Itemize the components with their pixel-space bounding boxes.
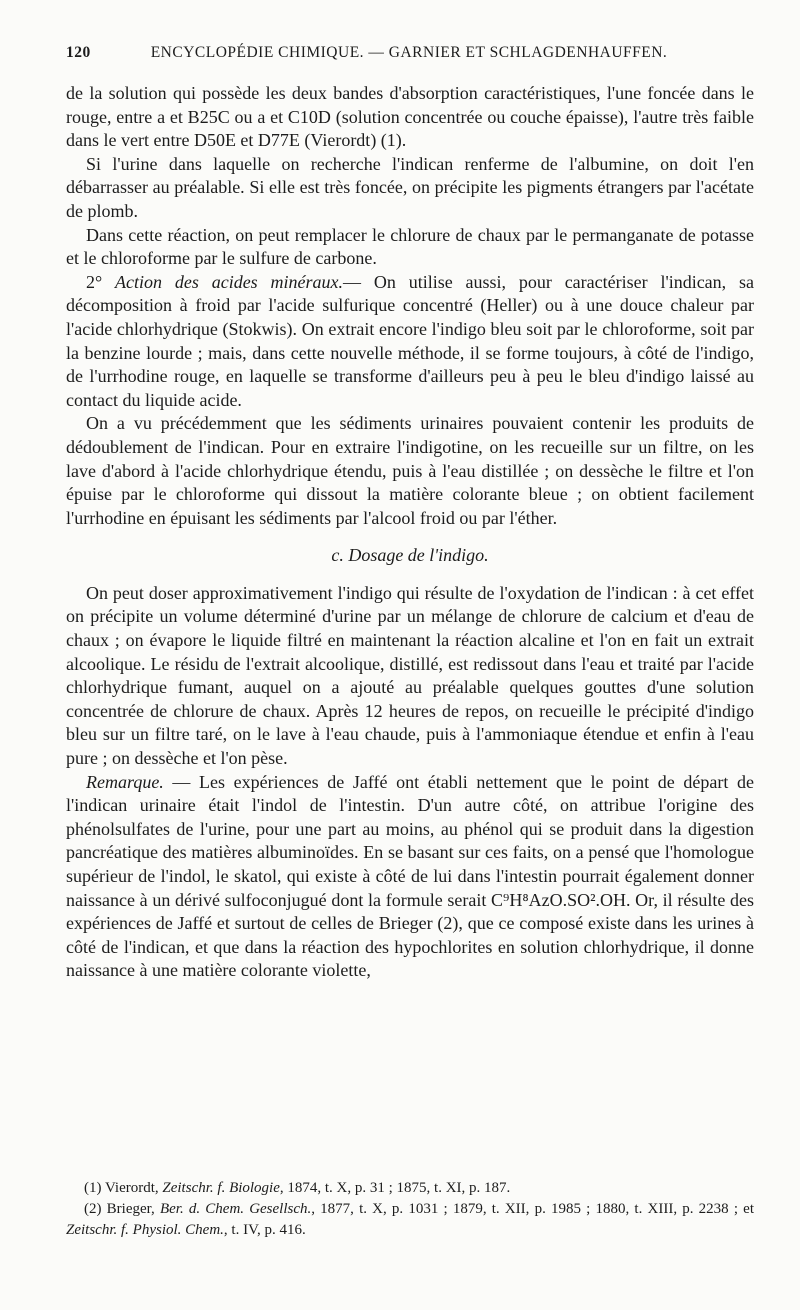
page-number: 120 bbox=[66, 44, 91, 61]
paragraph: Remarque. — Les expériences de Jaffé ont établi nettement que le point de départ de l'indican urinaire était l'indol de l'intestin. D'un autre côté, on attribue l'origine des phénolsulfates de l'urine, pour une part au moins, au phénol qui se produit dans la digestion pancréatique des matières albuminoïdes. En se basant sur ces faits, on a pensé que l'homologue supérieur de l'indol, le skatol, qui existe à côté de lui dans l'intestin pourrait également donner naissance à un dérivé sulfoconjugué dont la formule serait C⁹H⁸AzO.SO².OH. Or, il résulte des expériences de Jaffé et surtout de celles de Brieger (2), que ce composé existe dans les urines à côté de l'indican, et que dans la réaction des hypochlorites en solution chlorhydrique, il donne naissance à une matière colorante violette, bbox=[66, 771, 754, 981]
running-header bbox=[66, 44, 752, 62]
running-title: ENCYCLOPÉDIE CHIMIQUE. — GARNIER ET SCHLAGDENHAUFFEN. bbox=[150, 44, 668, 61]
footnote: (1) Vierordt, Zeitschr. f. Biologie, 1874, t. X, p. 31 ; 1875, t. XI, p. 187. bbox=[84, 1180, 511, 1196]
paragraph: Dans cette réaction, on peut remplacer le chlorure de chaux par le permanganate de potasse et le chloroforme par le sulfure de carbone. bbox=[66, 224, 754, 269]
footnote: (2) Brieger, Ber. d. Chem. Gesellsch., 1877, t. X, p. 1031 ; 1879, t. XII, p. 1985 ; 1880, t. XIII, p. 2238 ; et Zeitschr. f. Physiol. Chem., t. IV, p. 416. bbox=[66, 1201, 754, 1238]
paragraph: On peut doser approximativement l'indigo qui résulte de l'oxydation de l'indican : à cet effet on précipite un volume déterminé d'urine par un mélange de chlorure de calcium et d'eau de chaux ; on évapore le liquide filtré en maintenant la réaction alcaline et l'on en fait un extrait alcoolique. Le résidu de l'extrait alcoolique, distillé, est redissout dans l'eau et traité par l'acide chlorhydrique fumant, auquel on a ajouté au préalable quelques gouttes d'une solution concentrée de chlorure de chaux. Après 12 heures de repos, on recueille le précipité d'indigo bleu sur un filtre taré, on le lave à l'eau chaude, puis à l'ammoniaque étendue et enfin à l'eau pure ; on dessèche et l'on pèse. bbox=[66, 582, 754, 769]
body-text bbox=[66, 82, 754, 983]
footnotes bbox=[66, 1178, 754, 1241]
paragraph: de la solution qui possède les deux bandes d'absorption caractéristiques, l'une foncée dans le rouge, entre a et B25C ou a et C10D (solution concentrée ou couche épaisse), l'autre très faible dans le vert entre D50E et D77E (Vierordt) (1). bbox=[66, 83, 754, 151]
paragraph: On a vu précédemment que les sédiments urinaires pouvaient contenir les produits de dédoublement de l'indican. Pour en extraire l'indigotine, on les recueille sur un filtre, on les lave d'abord à l'acide chlorhydrique étendu, puis à l'eau distillée ; on dessèche le filtre et l'on épuise par le chloroforme qui dissout la matière colorante bleue ; on obtient facilement l'urrhodine en épuisant les sédiments par l'alcool froid ou par l'éther. bbox=[66, 413, 754, 528]
paragraph: 2° Action des acides minéraux.— On utilise aussi, pour caractériser l'indican, sa décomposition à froid par l'acide sulfurique concentré (Heller) ou à une douce chaleur par l'acide chlorhydrique (Stokwis). On extrait encore l'indigo bleu soit par le chloroforme, soit par la benzine lourde ; mais, dans cette nouvelle méthode, il se forme toujours, à côté de l'indigo, de l'urrhodine rouge, en laquelle se transforme d'ailleurs peu à peu le bleu d'indigo laissé au contact du liquide acide. bbox=[66, 271, 755, 410]
section-heading: c. Dosage de l'indigo. bbox=[331, 545, 489, 566]
paragraph: Si l'urine dans laquelle on recherche l'indican renferme de l'albumine, on doit l'en débarrasser au préalable. Si elle est très foncée, on précipite les pigments étrangers par l'acétate de plomb. bbox=[66, 153, 754, 221]
